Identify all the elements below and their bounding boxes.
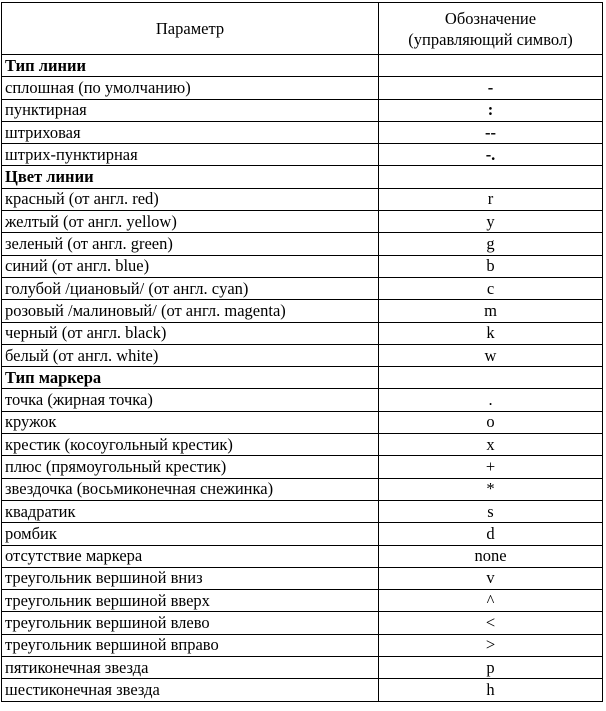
param-cell: голубой /циановый/ (от англ. cyan) bbox=[2, 277, 379, 299]
param-cell: отсутствие маркера bbox=[2, 545, 379, 567]
table-row bbox=[2, 300, 603, 322]
table-row bbox=[2, 456, 603, 478]
param-cell: штриховая bbox=[2, 121, 379, 143]
section-title: Тип линии bbox=[2, 55, 379, 77]
param-cell: черный (от англ. black) bbox=[2, 322, 379, 344]
header-symbol bbox=[379, 3, 603, 55]
param-cell: шестиконечная звезда bbox=[2, 679, 379, 701]
symbol-cell: o bbox=[379, 411, 603, 433]
symbol-cell: v bbox=[379, 567, 603, 589]
symbol-cell: ^ bbox=[379, 590, 603, 612]
symbol-cell: h bbox=[379, 679, 603, 701]
section-title: Тип маркера bbox=[2, 367, 379, 389]
table-row bbox=[2, 434, 603, 456]
symbol-cell: y bbox=[379, 211, 603, 233]
table-row bbox=[2, 121, 603, 143]
param-cell: квадратик bbox=[2, 500, 379, 522]
symbol-cell: < bbox=[379, 612, 603, 634]
table-row bbox=[2, 277, 603, 299]
symbol-cell: m bbox=[379, 300, 603, 322]
line-style-reference-table bbox=[1, 2, 603, 702]
section-row bbox=[2, 166, 603, 188]
symbol-cell: r bbox=[379, 188, 603, 210]
symbol-cell: d bbox=[379, 523, 603, 545]
symbol-cell: c bbox=[379, 277, 603, 299]
table-row bbox=[2, 567, 603, 589]
param-cell: белый (от англ. white) bbox=[2, 344, 379, 366]
symbol-cell: s bbox=[379, 500, 603, 522]
symbol-cell: : bbox=[379, 99, 603, 121]
param-cell: плюс (прямоугольный крестик) bbox=[2, 456, 379, 478]
param-cell: треугольник вершиной вверх bbox=[2, 590, 379, 612]
param-cell: розовый /малиновый/ (от англ. magenta) bbox=[2, 300, 379, 322]
param-cell: зеленый (от англ. green) bbox=[2, 233, 379, 255]
table-row bbox=[2, 344, 603, 366]
param-cell: треугольник вершиной вправо bbox=[2, 634, 379, 656]
header-symbol-line2: (управляющий символ) bbox=[408, 29, 573, 49]
param-cell: штрих-пунктирная bbox=[2, 144, 379, 166]
symbol-cell: w bbox=[379, 344, 603, 366]
param-cell: звездочка (восьмиконечная снежинка) bbox=[2, 478, 379, 500]
symbol-cell: + bbox=[379, 456, 603, 478]
symbol-cell: > bbox=[379, 634, 603, 656]
table-row bbox=[2, 99, 603, 121]
symbol-cell: . bbox=[379, 389, 603, 411]
param-cell: ромбик bbox=[2, 523, 379, 545]
symbol-cell: p bbox=[379, 657, 603, 679]
table-row bbox=[2, 545, 603, 567]
section-row bbox=[2, 55, 603, 77]
symbol-cell: g bbox=[379, 233, 603, 255]
section-empty-cell bbox=[379, 166, 603, 188]
section-empty-cell bbox=[379, 55, 603, 77]
section-empty-cell bbox=[379, 367, 603, 389]
param-cell: треугольник вершиной вниз bbox=[2, 567, 379, 589]
symbol-cell: -- bbox=[379, 121, 603, 143]
param-cell: красный (от англ. red) bbox=[2, 188, 379, 210]
section-title: Цвет линии bbox=[2, 166, 379, 188]
table-row bbox=[2, 389, 603, 411]
param-cell: сплошная (по умолчанию) bbox=[2, 77, 379, 99]
table-header-row bbox=[2, 3, 603, 55]
table-row bbox=[2, 255, 603, 277]
table-row bbox=[2, 500, 603, 522]
table-row bbox=[2, 411, 603, 433]
param-cell: точка (жирная точка) bbox=[2, 389, 379, 411]
param-cell: синий (от англ. blue) bbox=[2, 255, 379, 277]
table-body bbox=[2, 3, 603, 702]
table-row bbox=[2, 188, 603, 210]
table-row bbox=[2, 77, 603, 99]
section-row bbox=[2, 367, 603, 389]
table-row bbox=[2, 523, 603, 545]
table-row bbox=[2, 612, 603, 634]
table-row bbox=[2, 478, 603, 500]
symbol-cell: b bbox=[379, 255, 603, 277]
symbol-cell: * bbox=[379, 478, 603, 500]
table-row bbox=[2, 634, 603, 656]
table-row bbox=[2, 590, 603, 612]
param-cell: желтый (от англ. yellow) bbox=[2, 211, 379, 233]
symbol-cell: -. bbox=[379, 144, 603, 166]
symbol-cell: - bbox=[379, 77, 603, 99]
param-cell: кружок bbox=[2, 411, 379, 433]
table-row bbox=[2, 322, 603, 344]
table-row bbox=[2, 679, 603, 701]
symbol-cell: none bbox=[379, 545, 603, 567]
param-cell: пятиконечная звезда bbox=[2, 657, 379, 679]
table-row bbox=[2, 144, 603, 166]
symbol-cell: k bbox=[379, 322, 603, 344]
header-param: Параметр bbox=[2, 3, 379, 55]
symbol-cell: x bbox=[379, 434, 603, 456]
header-symbol-line1: Обозначение bbox=[444, 8, 537, 28]
param-cell: пунктирная bbox=[2, 99, 379, 121]
param-cell: крестик (косоугольный крестик) bbox=[2, 434, 379, 456]
table-row bbox=[2, 233, 603, 255]
table-row bbox=[2, 657, 603, 679]
param-cell: треугольник вершиной влево bbox=[2, 612, 379, 634]
table-row bbox=[2, 211, 603, 233]
